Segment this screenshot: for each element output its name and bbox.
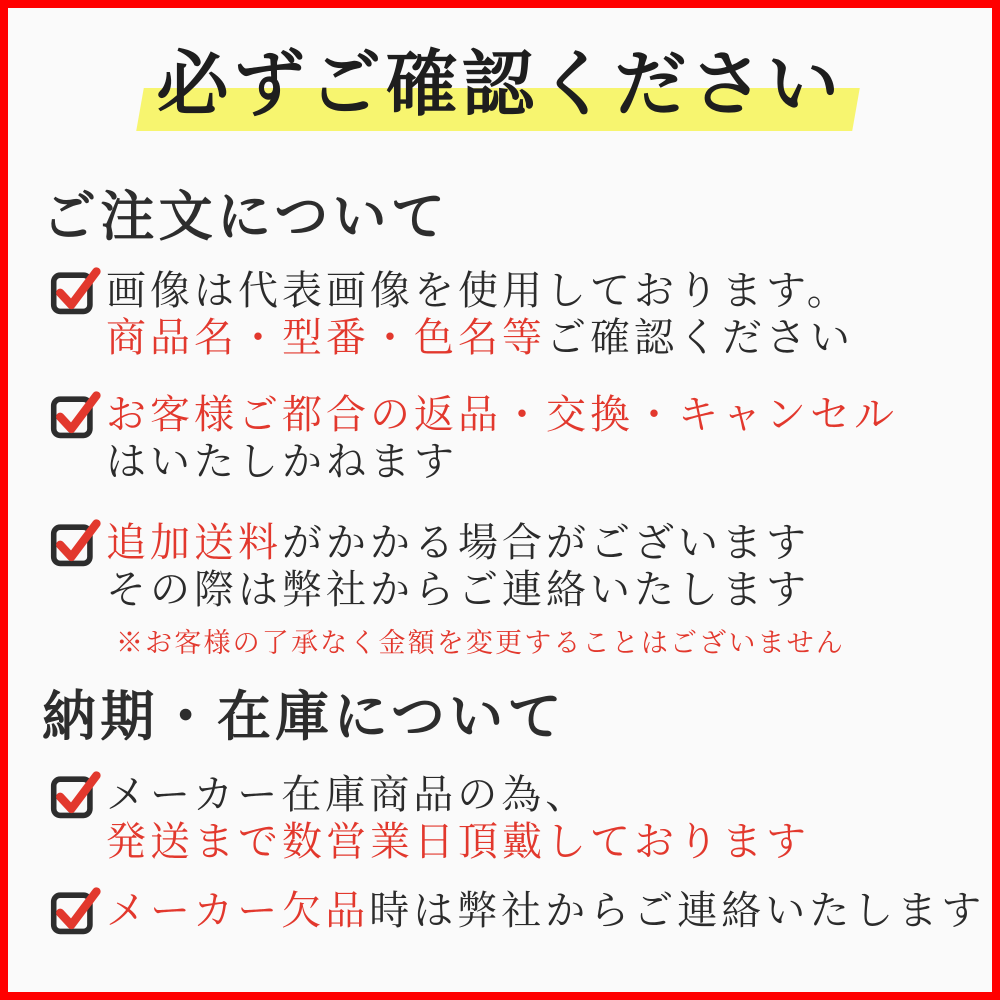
item-text-segment-red: お客様ご都合の返品・交換・キャンセル (106, 392, 898, 438)
list-item (50, 268, 854, 362)
item-text (106, 772, 810, 866)
item-text-segment: 時は弊社からご連絡いたします (369, 888, 986, 934)
list-item (50, 520, 845, 661)
item-text (106, 520, 845, 661)
item-text-segment: はいたしかねます (106, 439, 458, 485)
checkbox-checked-icon (50, 769, 102, 821)
item-text-segment-red: 発送まで数営業日頂戴しております (106, 819, 810, 865)
item-text-segment: その際は弊社からご連絡いたします (106, 567, 810, 613)
checkbox-checked-icon (50, 517, 102, 569)
list-item (50, 888, 985, 937)
item-text-segment-red: 追加送料 (106, 520, 282, 566)
item-text (106, 888, 985, 935)
list-item (50, 392, 898, 486)
item-text-segment: 画像は代表画像を使用しております。 (106, 268, 851, 314)
item-note: ※お客様の了承なく金額を変更することはございません (116, 628, 845, 659)
item-text (106, 268, 854, 362)
item-text (106, 392, 898, 486)
page-title: 必ずご確認ください (156, 41, 844, 126)
item-text-segment: ご確認ください (546, 315, 854, 361)
checkbox-checked-icon (50, 389, 102, 441)
list-item (50, 772, 810, 866)
section-heading-delivery-stock: 納期・在庫について (42, 684, 566, 748)
checkbox-checked-icon (50, 885, 102, 937)
item-text-segment-red: メーカー欠品 (106, 888, 370, 934)
item-text-segment: メーカー在庫商品の為、 (106, 772, 590, 818)
section-heading-order: ご注文について (42, 184, 450, 248)
checkbox-checked-icon (50, 265, 102, 317)
item-text-segment-red: 商品名・型番・色名等 (106, 315, 546, 361)
item-text-segment: がかかる場合がございます (282, 520, 810, 566)
